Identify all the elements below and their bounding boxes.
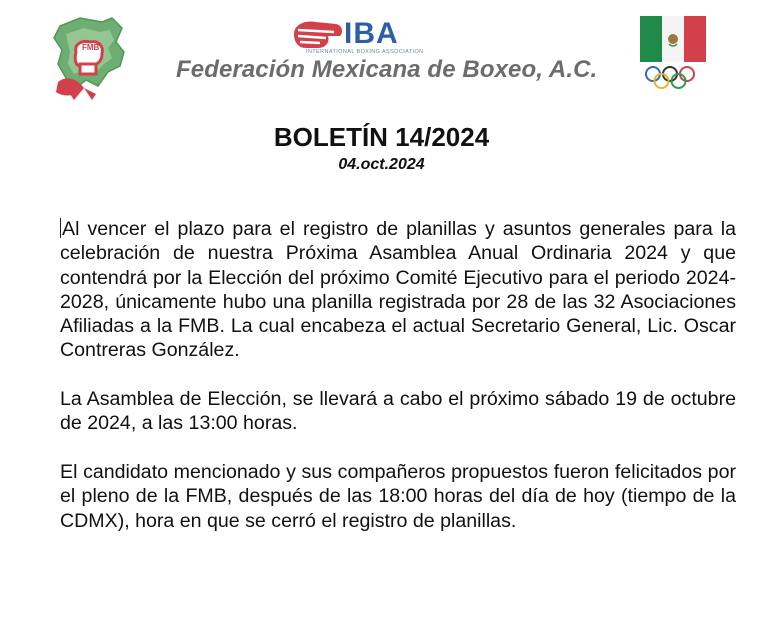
iba-wordmark: IBA	[344, 17, 399, 50]
body-paragraph: El candidato mencionado y sus compañeros propuestos fueron felicitados por el pleno de la FMB, después de las 18:00 horas del día de hoy (tiempo de la CDMX), hora en que se cerró el registro de planillas.	[60, 461, 736, 532]
body-paragraph: La Asamblea de Elección, se llevará a cabo el próximo sábado 19 de octubre de 2024, a las 13:00 horas.	[60, 388, 736, 435]
bulletin-date: 04.oct.2024	[338, 156, 425, 173]
paragraph-1-text: Al vencer el plazo para el registro de planillas y asuntos generales para la celebración de nuestra Próxima Asamblea Anual Ordinaria 2024 y que contendrá por la Elección del próximo Comité Ejecutivo para el periodo 2024-2028, únicamente hubo una planilla registrada por 28 de las 32 Asociaciones Afiliadas a la FMB. La cual encabeza el actual Secretario General, Lic. Oscar Contreras González.	[60, 218, 736, 362]
fmb-logo-text: FMB	[82, 43, 100, 52]
fmb-logo	[50, 14, 130, 100]
mexican-olympic-committee-logo	[636, 14, 710, 94]
bulletin-title: BOLETÍN 14/2024	[273, 122, 490, 152]
mexican-olympic-committee-icon	[636, 14, 710, 94]
organization-name: Federación Mexicana de Boxeo, A.C.	[176, 56, 598, 83]
iba-subtitle: INTERNATIONAL BOXING ASSOCIATION	[306, 49, 424, 55]
iba-glove-icon	[292, 20, 344, 50]
fmb-logo-icon	[50, 14, 130, 100]
text-cursor	[60, 218, 61, 238]
iba-logo	[292, 18, 422, 58]
body-paragraph	[60, 217, 736, 363]
bulletin-body	[60, 217, 736, 533]
